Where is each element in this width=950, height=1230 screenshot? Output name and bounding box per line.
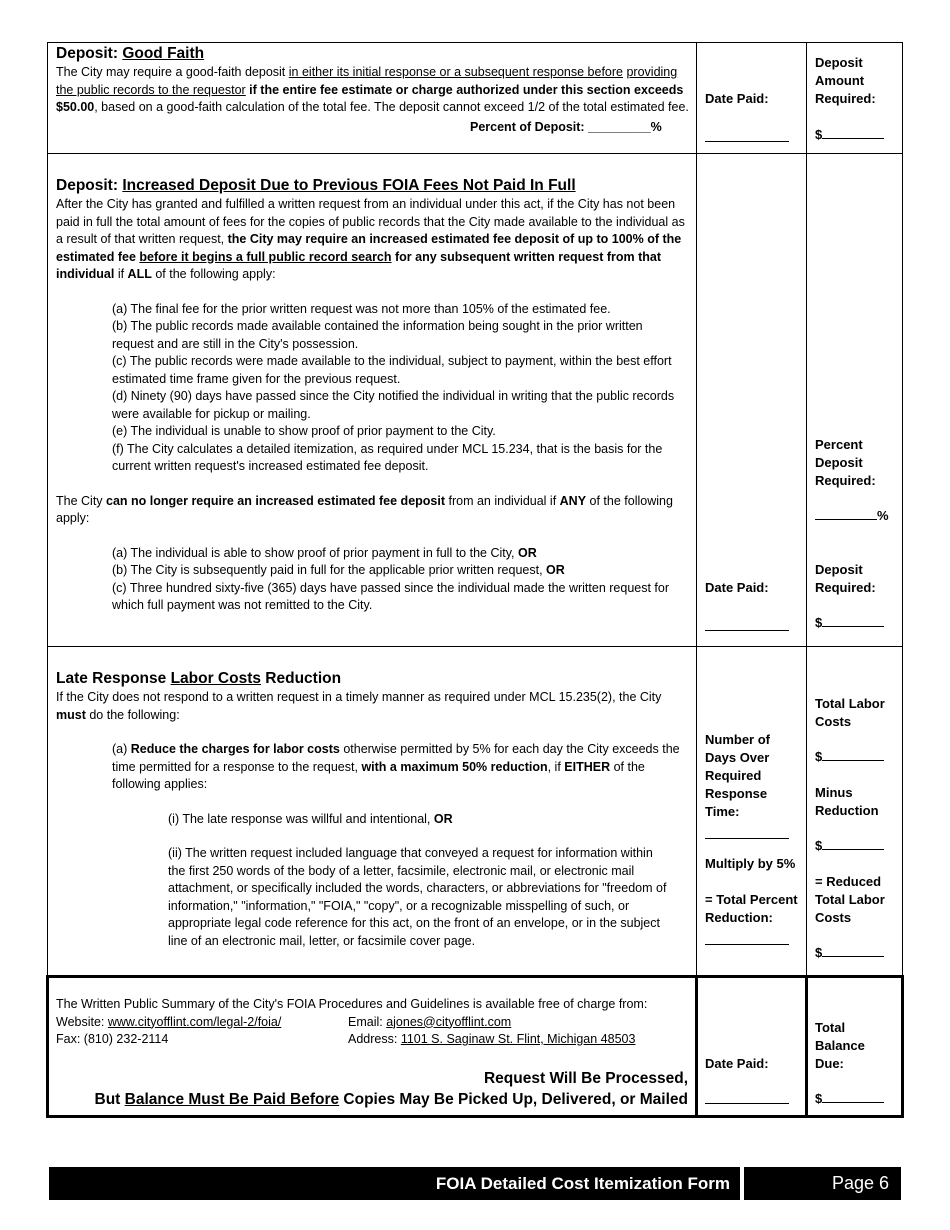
amount-line[interactable] [822,760,884,761]
label-line: Amount [815,73,865,88]
label-line: Balance [815,1038,865,1053]
label-line: Required: [815,580,876,595]
text: After the City has granted and fulfilled a written request from an individual under this act, if the City has not been paid in full the total amount of fees for the copies of public records that the City made available to the individual as a result of that written request, [56,197,685,246]
list-item: (d) Ninety (90) days have passed since the City notified the individual in writing that the public records were available for pickup or mailing. [112,389,675,421]
label-line: Required: [815,91,876,106]
late-item-i [56,811,673,829]
text-bold: ANY [559,493,587,508]
late-item-a [56,741,687,794]
amount-line[interactable] [822,956,884,957]
increased-paragraph-2 [56,493,691,528]
label-line: Reduction [815,803,879,818]
dollar-sign: $ [815,749,823,764]
total-labor-costs-field[interactable] [815,748,884,766]
text: The City may require a good-faith deposit [56,65,289,79]
label-line: Days Over [705,750,770,765]
label-line: Costs [815,910,852,925]
address-item [348,1031,635,1049]
deposit-amount-label [815,54,876,108]
label-line: Required: [815,473,876,488]
text: , if [547,759,565,774]
address-label: Address: [348,1032,401,1046]
label-line: Response [705,786,768,801]
late-paragraph-1 [56,689,691,724]
days-over-label [705,731,770,821]
total-percent-label [705,891,798,927]
late-item-ii: (ii) The written request included language that conveyed a request for information within the first 250 words of the body of a letter, facsimile, electronic mail, or electronic mail attachment, or specifically included the words, characters, or abbreviations for "freedom of information," "information," "FOIA," "copy", or a recognizable misspelling of such, or appropriate legal code reference for this act, on the front of an envelope, or in the subject line of an electronic mail, letter, or facsimile cover page. [168,846,667,948]
or-bold: OR [518,545,537,560]
deposit-required-field[interactable] [815,614,884,632]
text: The City [56,493,107,508]
conditions-list [56,301,687,476]
dollar-sign: $ [815,838,823,853]
text: if [114,267,128,281]
text-bold: the City may require an increased estimated fee deposit of up to 100% of the estimated fee [56,232,682,264]
reduced-labor-costs-label [815,873,885,927]
good-faith-title [56,44,691,63]
text: But [94,1091,125,1108]
text-underlined: providing the public records to the requestor [56,65,678,97]
text-bold: Reduce the charges for labor costs [130,742,340,756]
page-number: Page 6 [831,1173,889,1193]
title-underlined: Good Faith [122,45,205,62]
dollar-sign: $ [815,127,823,142]
good-faith-text [56,64,691,117]
label-line: Deposit [815,55,863,70]
text: (a) [112,742,131,756]
minus-reduction-field[interactable] [815,837,884,855]
list-item: (a) The final fee for the prior written request was not more than 105% of the estimated fee. [112,301,611,316]
email-label: Email: [348,1014,387,1029]
date-paid-label: Date Paid: [705,580,769,595]
text: If the City does not respond to a written request in a timely manner as required under MCL 15.235(2), the City [56,690,662,704]
increased-deposit-body [56,176,691,615]
summary-intro: The Written Public Summary of the City's FOIA Procedures and Guidelines is available free of charge from: [56,997,648,1011]
email-link[interactable]: ajones@cityofflint.com [386,1014,512,1029]
text: , based on a good-faith calculation of the total fee. The deposit cannot exceed 1/2 of [94,100,559,114]
percent-of-deposit-label[interactable]: Percent of Deposit: _________% [470,120,662,134]
label-line: Time: [705,804,740,819]
text-bold: for any subsequent written request from that individual [56,249,662,281]
days-over-field[interactable] [705,838,789,839]
amount-line[interactable] [822,1102,884,1103]
date-paid-label: Date Paid: [705,91,769,106]
percent-sign: % [877,508,889,523]
label-line: Deposit [815,455,863,470]
text-bold: ALL [127,267,152,281]
good-faith-body [56,44,691,117]
increased-paragraph-1 [56,196,691,284]
title-part: Late Response [56,670,171,687]
label-line: Deposit [815,562,863,577]
text-bold: with a maximum 50% reduction [361,759,548,774]
date-paid-field[interactable] [705,1103,789,1104]
form-title-bar [49,1167,740,1200]
dollar-sign: $ [815,945,823,960]
payment-notice [56,1068,688,1110]
text: (i) The late response was willful and intentional, [168,811,434,826]
summary-body [56,996,691,1049]
title-prefix: Deposit: [56,45,123,62]
or-bold: OR [433,811,453,826]
text-bold-underlined: before it begins a full public record search [139,249,392,264]
text-bold: must [56,707,86,722]
deposit-required-label [815,561,876,597]
late-response-title [56,669,691,688]
label-line: Reduction: [705,910,773,925]
label-line: Due: [815,1056,844,1071]
increased-date-cell [696,153,807,647]
title-underlined: Labor Costs [170,670,261,687]
list-item: (c) The public records were made available to the individual, subject to payment, within the best effort estimated time frame given for the previous request. [112,354,672,386]
text: of the following applies: [112,759,645,791]
list-item [112,545,687,563]
increased-deposit-title [56,176,691,195]
label-line: Costs [815,714,852,729]
label-line: Required [705,768,762,783]
dollar-sign: $ [815,615,823,630]
contact-row-2 [56,1031,691,1049]
multiply-label: Multiply by 5% [705,856,796,871]
amount-line[interactable] [822,626,884,627]
label-line: Total Labor [815,892,885,907]
date-paid-field[interactable] [705,141,789,142]
website-label: Website: [56,1014,108,1029]
label-line: = Reduced [815,874,882,889]
label-line: Percent [815,437,863,452]
minus-reduction-label [815,784,879,820]
summary-date-cell [695,975,808,1118]
text-bold: EITHER [564,759,611,774]
notice-line-2 [56,1089,688,1110]
list-item: (f) The City calculates a detailed itemization, as required under MCL 15.234, that is the basis for the current written request's increased estimated fee deposit. [112,441,663,473]
list-item: (b) The public records made available contained the information being sought in the prior written request and are still in the City's possession. [112,319,643,351]
text-bold: section exceeds $50.00 [56,82,684,114]
amount-line[interactable] [822,138,884,139]
total-balance-due-field[interactable] [815,1090,884,1108]
dollar-sign: $ [815,1091,823,1106]
date-paid-field[interactable] [705,630,789,631]
text: (b) The City is subsequently paid in full for the applicable prior written request, [112,563,547,577]
text: (a) The individual is able to show proof of prior payment in full to the City, [112,545,518,560]
amount-line[interactable] [822,849,884,850]
total-balance-due-label [815,1019,865,1073]
contact-row-1 [56,1014,691,1032]
label-line: Total Labor [815,696,885,711]
percent-deposit-label [815,436,876,490]
late-response-body [56,669,691,950]
reduced-labor-costs-field[interactable] [815,944,884,962]
form-title: FOIA Detailed Cost Itemization Form [435,1174,730,1193]
website-link[interactable]: www.cityofflint.com/legal-2/foia/ [107,1014,282,1029]
percent-line[interactable] [815,519,877,520]
label-line: Minus [815,785,853,800]
text: from an individual if [445,493,560,508]
text-bold: can no longer require an increased estimated fee deposit [106,493,446,508]
text: of the following apply: [151,267,276,281]
list-item [112,562,687,580]
text-bold: if the entire fee estimate or charge authorized under this [245,82,584,97]
list-item: (c) Three hundred sixty-five (365) days have passed since the individual made the written request for which full payment was not remitted to the City. [112,580,670,612]
website-item [56,1014,281,1032]
title-part: Reduction [261,670,342,687]
text: of the following apply: [56,493,673,525]
text-underlined: in either its initial response or a subsequent response before [288,65,623,79]
deposit-amount-field[interactable] [815,126,884,144]
list-item: (e) The individual is unable to show proof of prior payment to the City. [112,424,496,438]
address-value: 1101 S. Saginaw St. Flint, Michigan 48503 [400,1032,636,1046]
label-line: Total [815,1020,846,1035]
label-line: = Total Percent [705,892,798,907]
text: Copies May Be Picked Up, Delivered, or Mailed [339,1091,688,1108]
text-underlined: Balance Must Be Paid Before [124,1091,340,1108]
fax-number: Fax: (810) 232-2114 [56,1032,169,1046]
email-item [348,1014,511,1032]
text: do the following: [85,707,180,722]
page-number-bar [744,1167,901,1200]
notice-line-1: Request Will Be Processed, [483,1070,688,1087]
title-prefix: Deposit: [56,177,123,194]
text: otherwise permitted by 5% for each day the City exceeds the time permitted for a response to the request, [112,742,680,774]
or-bold: OR [546,563,565,577]
exceptions-list [56,545,687,615]
date-paid-label: Date Paid: [705,1056,769,1071]
text: the total estimated fee. [562,100,689,114]
label-line: Number of [705,732,770,747]
percent-deposit-field[interactable] [815,507,889,525]
total-labor-costs-label [815,695,885,731]
title-underlined: Increased Deposit Due to Previous FOIA Fees Not Paid In Full [122,177,576,194]
total-percent-field[interactable] [705,944,789,945]
